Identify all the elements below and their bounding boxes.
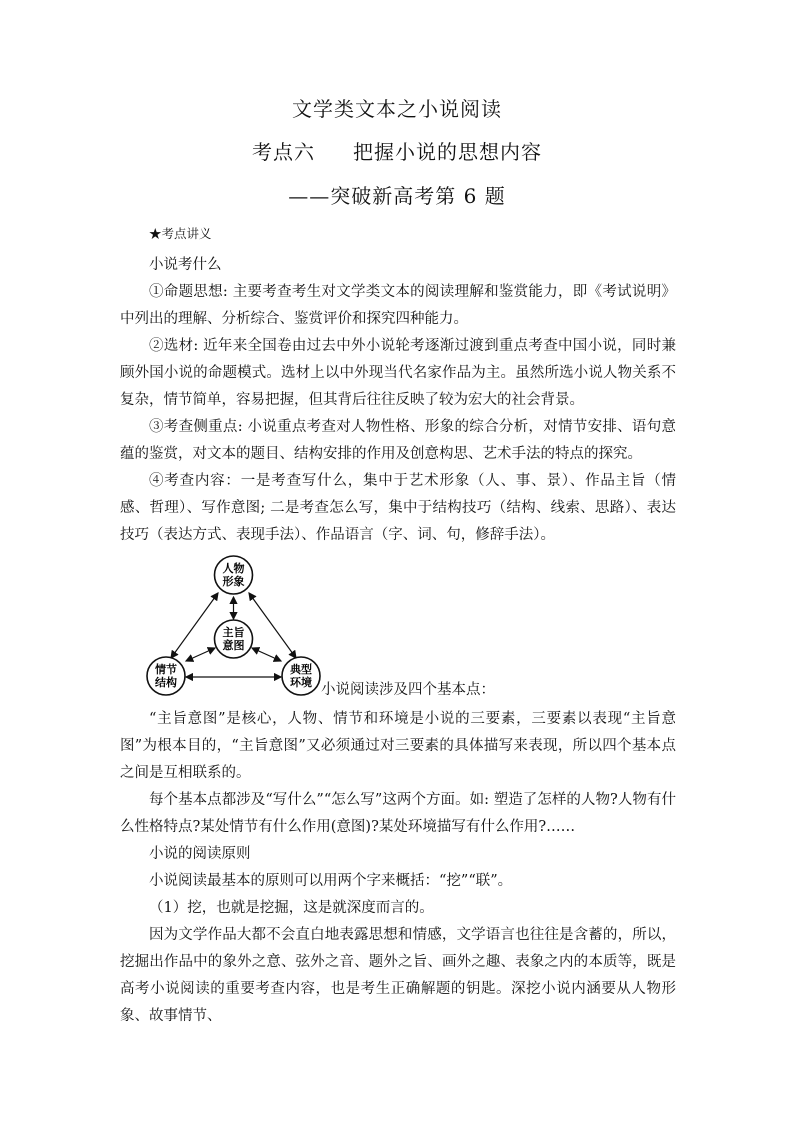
- paragraph-1: ①命题思想: 主要考查考生对文学类文本的阅读理解和鉴赏能力，即《考试说明》中列出的理解、分析综合、鉴赏评价和探究四种能力。: [120, 284, 676, 327]
- node-theme: [215, 620, 253, 658]
- paragraph-7: 小说阅读最基本的原则可以用两个字来概括：“挖”“联”。: [149, 873, 513, 889]
- paragraph-3: ③考查侧重点: 小说重点考查对人物性格、形象的综合分析，对情节安排、语句意蕴的鉴赏，对文本的题目、结构安排的作用及创意构思、艺术手法的特点的探究。: [120, 419, 676, 462]
- topic-name: 把握小说的思想内容: [353, 140, 542, 164]
- body-top: [120, 222, 676, 549]
- section-tag: ★考点讲义: [149, 226, 212, 241]
- paragraph-6: 每个基本点都涉及“写什么”“怎么写”这两个方面。如: 塑造了怎样的人物?人物有什么性格特点?某处情节有什么作用(意图)?某处环境描写有什么作用?……: [120, 792, 676, 835]
- body-bottom: [120, 706, 676, 1030]
- topic-number: 考点六: [252, 140, 315, 164]
- paragraph-9: 因为文学作品大都不会直白地表露思想和情感，文学语言也往往是含蓄的，所以，挖掘出作品中的象外之意、弦外之音、题外之旨、画外之趣、表象之内的本质等，既是高考小说阅读的重要考查内容，也是考生正确解题的钥匙。深挖小说内涵要从人物形象、故事情节、: [120, 927, 676, 1024]
- topic-title: [0, 140, 794, 164]
- heading-what: 小说考什么: [149, 257, 222, 273]
- paragraph-5: “主旨意图”是核心，人物、情节和环境是小说的三要素，三要素以表现“主旨意图”为根本目的，“主旨意图”又必须通过对三要素的具体描写来表现，所以四个基本点之间是互相联系的。: [120, 711, 676, 781]
- heading-principle: 小说的阅读原则: [149, 846, 251, 862]
- svg-text:主旨: 主旨: [222, 626, 245, 639]
- svg-text:形象: 形象: [222, 575, 245, 588]
- arrow-top-right: [249, 593, 296, 658]
- arrow-center-right: [252, 648, 281, 661]
- arrow-center-left: [186, 648, 215, 661]
- paragraph-2: ②选材: 近年来全国卷由过去中外小说轮考逐渐过渡到重点考查中国小说，同时兼顾外国小说的命题模式。选材上以中外现当代名家作品为主。虽然所选小说人物关系不复杂，情节简单，容易把握，但其背后往往反映了较为宏大的社会背景。: [120, 338, 676, 408]
- node-environment: [282, 657, 320, 695]
- subtitle: ——突破新高考第 6 题: [288, 184, 506, 208]
- svg-text:环境: 环境: [290, 676, 312, 689]
- node-character: [215, 556, 253, 594]
- arrow-top-left: [171, 593, 218, 658]
- paragraph-4: ④考查内容：一是考查写什么，集中于艺术形象（人、事、景）、作品主旨（情感、哲理）、写作意图; 二是考查怎么写，集中于结构技巧（结构、线索、思路）、表达技巧（表达方式、表现手法）、作品语言（字、词、句，修辞手法）。: [120, 473, 676, 543]
- four-elements-diagram: [141, 553, 326, 699]
- node-plot: [147, 657, 185, 695]
- svg-text:典型: 典型: [290, 663, 312, 676]
- document-title: 文学类文本之小说阅读: [292, 97, 502, 121]
- svg-text:结构: 结构: [155, 676, 177, 689]
- svg-text:意图: 意图: [222, 639, 245, 652]
- svg-text:人物: 人物: [222, 562, 245, 575]
- diagram-caption: 小说阅读涉及四个基本点：: [321, 682, 495, 698]
- paragraph-8: （1）挖，也就是挖掘，这是就深度而言的。: [149, 900, 434, 916]
- svg-text:情节: 情节: [155, 663, 177, 676]
